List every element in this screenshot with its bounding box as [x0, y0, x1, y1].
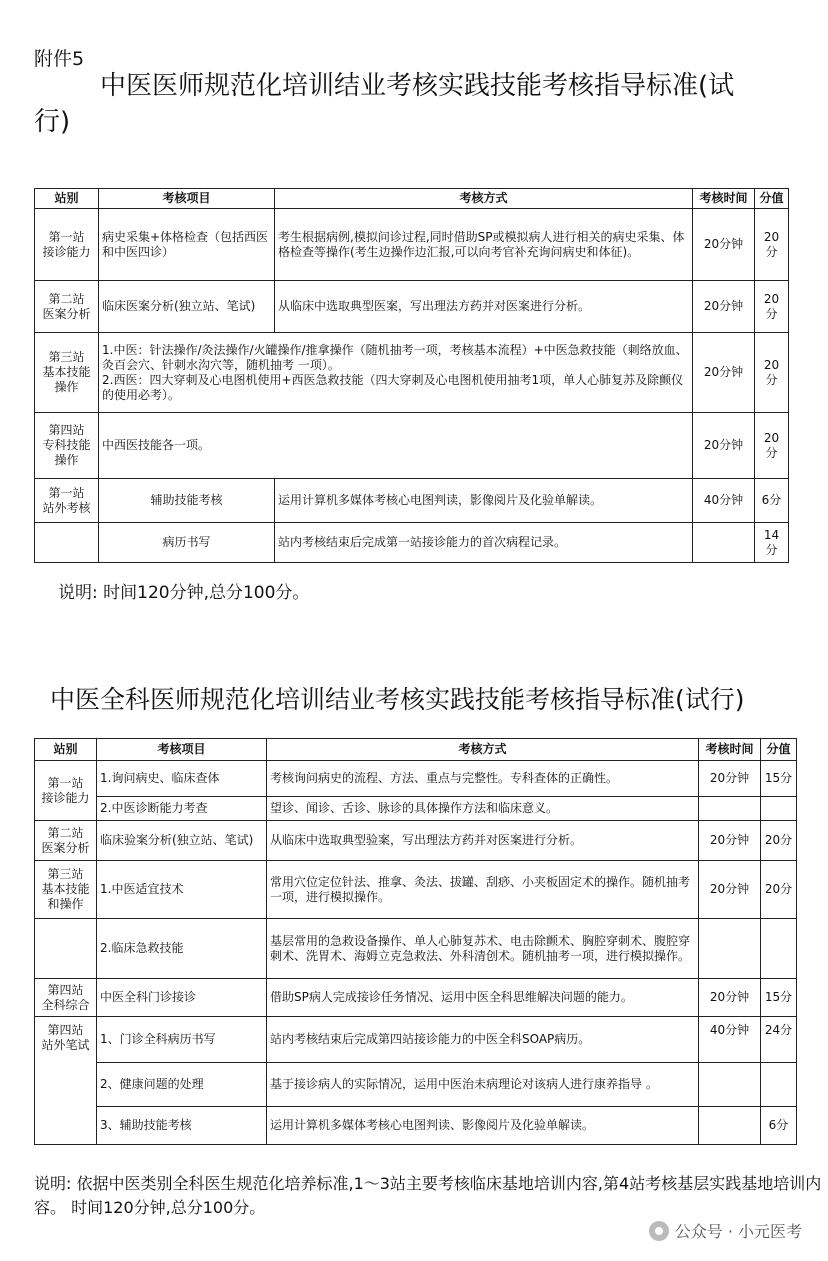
time-cell	[699, 797, 761, 821]
time-cell	[699, 1063, 761, 1107]
col-header: 站别	[35, 739, 97, 761]
score-cell: 14分	[755, 523, 789, 563]
table-row	[35, 761, 797, 797]
table-row	[35, 861, 797, 919]
method-cell: 借助SP病人完成接诊任务情况、运用中医全科思维解决问题的能力。	[267, 979, 699, 1017]
table-row	[35, 797, 797, 821]
table-row	[35, 479, 789, 523]
method-cell: 基于接诊病人的实际情况，运用中医治未病理论对该病人进行康养指导 。	[267, 1063, 699, 1107]
score-cell: 20分	[761, 861, 797, 919]
col-header: 考核项目	[99, 189, 275, 209]
score-cell: 6分	[761, 1107, 797, 1145]
score-cell: 24分	[761, 1017, 797, 1063]
method-cell: 站内考核结束后完成第四站接诊能力的中医全科SOAP病历。	[267, 1017, 699, 1063]
item-cell: 病史采集+体格检查（包括西医和中医四诊）	[99, 209, 275, 281]
station-cell: 第一站 接诊能力	[35, 761, 97, 821]
col-header: 考核方式	[267, 739, 699, 761]
wechat-icon	[649, 1221, 669, 1241]
station-cell	[35, 919, 97, 979]
table-row	[35, 523, 789, 563]
item-cell: 辅助技能考核	[99, 479, 275, 523]
score-cell: 20分	[755, 209, 789, 281]
col-header: 考核方式	[275, 189, 693, 209]
station-cell: 第三站 基本技能 和操作	[35, 861, 97, 919]
time-cell: 40分钟	[699, 1017, 761, 1063]
time-cell: 20分钟	[693, 413, 755, 479]
item-cell: 临床验案分析(独立站、笔试)	[97, 821, 267, 861]
col-header: 考核项目	[97, 739, 267, 761]
score-cell	[761, 919, 797, 979]
score-cell	[761, 797, 797, 821]
watermark-text: 公众号 · 小元医考	[674, 1222, 802, 1241]
col-header: 分值	[755, 189, 789, 209]
item-cell: 1、门诊全科病历书写	[97, 1017, 267, 1063]
station-cell: 第三站 基本技能 操作	[35, 333, 99, 413]
table1-title-line1: 中医医师规范化培训结业考核实践技能考核指导标准(试	[100, 71, 735, 101]
time-cell: 20分钟	[693, 281, 755, 333]
table-row	[35, 281, 789, 333]
col-header: 考核时间	[693, 189, 755, 209]
col-header: 考核时间	[699, 739, 761, 761]
time-cell: 40分钟	[693, 479, 755, 523]
station-cell: 第四站 专科技能 操作	[35, 413, 99, 479]
score-cell: 20分	[755, 333, 789, 413]
station-cell: 第四站 站外笔试	[35, 1017, 97, 1145]
station-cell: 第一站 站外考核	[35, 479, 99, 523]
table-row	[35, 1107, 797, 1145]
station-cell: 第二站 医案分析	[35, 281, 99, 333]
table-row	[35, 1017, 797, 1063]
table-row	[35, 1063, 797, 1107]
time-cell: 20分钟	[699, 979, 761, 1017]
table-row	[35, 919, 797, 979]
item-cell: 2.临床急救技能	[97, 919, 267, 979]
table1-title-line2: 行)	[34, 107, 71, 137]
score-cell: 20分	[755, 281, 789, 333]
method-cell: 考生根据病例,模拟问诊过程,同时借助SP或模拟病人进行相关的病史采集、体格检查等操作(考生边操作边汇报,可以向考官补充询问病史和体征)。	[275, 209, 693, 281]
item-cell: 病历书写	[99, 523, 275, 563]
time-cell	[699, 1107, 761, 1145]
time-cell	[699, 919, 761, 979]
table1-note: 说明: 时间120分钟,总分100分。	[58, 583, 310, 603]
col-header: 站别	[35, 189, 99, 209]
time-cell: 20分钟	[693, 333, 755, 413]
station-cell: 第一站 接诊能力	[35, 209, 99, 281]
item-cell: 2.中医诊断能力考查	[97, 797, 267, 821]
method-cell: 基层常用的急救设备操作、单人心肺复苏术、电击除颤术、胸腔穿刺术、腹腔穿刺术、洗胃术、海姆立克急救法、外科清创术。随机抽考一项，进行模拟操作。	[267, 919, 699, 979]
table2	[34, 738, 797, 1145]
station-cell	[35, 523, 99, 563]
score-cell: 20分	[761, 821, 797, 861]
method-cell: 站内考核结束后完成第一站接诊能力的首次病程记录。	[275, 523, 693, 563]
table-row	[35, 209, 789, 281]
method-cell: 从临床中选取典型医案，写出理法方药并对医案进行分析。	[275, 281, 693, 333]
item-cell: 2、健康问题的处理	[97, 1063, 267, 1107]
score-cell: 15分	[761, 761, 797, 797]
score-cell: 20分	[755, 413, 789, 479]
item-cell: 1.询问病史、临床查体	[97, 761, 267, 797]
station-cell: 第二站 医案分析	[35, 821, 97, 861]
item-cell: 3、辅助技能考核	[97, 1107, 267, 1145]
time-cell: 20分钟	[699, 861, 761, 919]
method-cell: 从临床中选取典型验案，写出理法方药并对医案进行分析。	[267, 821, 699, 861]
item-cell: 中西医技能各一项。	[99, 413, 693, 479]
method-cell: 考核询问病史的流程、方法、重点与完整性。专科查体的正确性。	[267, 761, 699, 797]
table2-title: 中医全科医师规范化培训结业考核实践技能考核指导标准(试行)	[50, 685, 745, 714]
table-row	[35, 413, 789, 479]
item-cell: 1.中医：针法操作/灸法操作/火罐操作/推拿操作（随机抽考一项，考核基本流程）+中医急救技能（刺络放血、灸百会穴、针刺水沟穴等，随机抽考 一项）。 2.西医：四大穿刺及心电图机使用+西医急救技能（四大穿刺及心电图机使用抽考1项，单人心肺复苏及除颤仪的使用必考）。	[99, 333, 693, 413]
table1	[34, 188, 789, 563]
score-cell	[761, 1063, 797, 1107]
time-cell: 20分钟	[699, 761, 761, 797]
attachment-label: 附件5	[34, 48, 85, 70]
item-cell: 1.中医适宜技术	[97, 861, 267, 919]
table2-note: 说明: 依据中医类别全科医生规范化培养标准,1～3站主要考核临床基地培训内容,第4站考核基层实践基地培训内容。 时间120分钟,总分100分。	[34, 1174, 822, 1217]
table-row	[35, 821, 797, 861]
time-cell: 20分钟	[693, 209, 755, 281]
score-cell: 15分	[761, 979, 797, 1017]
table-row	[35, 333, 789, 413]
time-cell: 20分钟	[699, 821, 761, 861]
item-cell: 中医全科门诊接诊	[97, 979, 267, 1017]
method-cell: 运用计算机多媒体考核心电图判读、影像阅片及化验单解读。	[267, 1107, 699, 1145]
method-cell: 常用穴位定位针法、推拿、灸法、拔罐、刮痧、小夹板固定术的操作。随机抽考一项，进行模拟操作。	[267, 861, 699, 919]
method-cell: 望诊、闻诊、舌诊、脉诊的具体操作方法和临床意义。	[267, 797, 699, 821]
time-cell	[693, 523, 755, 563]
table-row	[35, 979, 797, 1017]
method-cell: 运用计算机多媒体考核心电图判读，影像阅片及化验单解读。	[275, 479, 693, 523]
station-cell: 第四站 全科综合	[35, 979, 97, 1017]
score-cell: 6分	[755, 479, 789, 523]
item-cell: 临床医案分析(独立站、笔试)	[99, 281, 275, 333]
col-header: 分值	[761, 739, 797, 761]
watermark	[649, 1219, 802, 1242]
